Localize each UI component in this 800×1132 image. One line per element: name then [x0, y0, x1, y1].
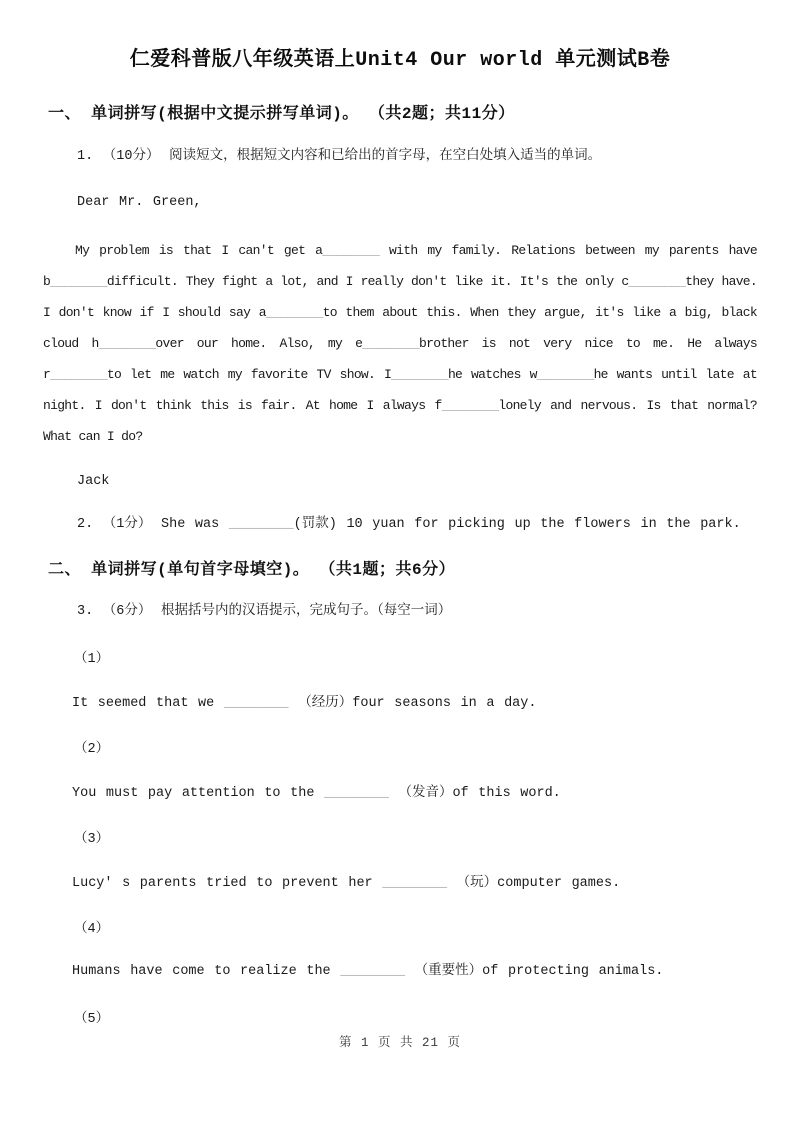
- passage-line: What can I do?: [43, 429, 143, 444]
- sub-item-marker: （5）: [74, 1012, 110, 1027]
- question-1-stem: 1. （10分） 阅读短文，根据短文内容和已给出的首字母，在空白处填入适当的单词。: [77, 149, 602, 164]
- passage-line: cloud h________over our home. Also, my e________brother is not very nice to me. He always: [43, 336, 757, 351]
- letter-signature: Jack: [77, 474, 110, 489]
- passage-line: I don't know if I should say a________to them about this. When they argue, it's like a big, black: [43, 305, 757, 320]
- sub-item-sentence: It seemed that we ________ （经历）four seasons in a day.: [72, 696, 537, 711]
- page-footer: 第 1 页 共 21 页: [338, 1036, 461, 1050]
- sub-item-marker: （1）: [74, 652, 110, 667]
- sub-item-marker: （2）: [74, 742, 110, 757]
- doc-title: 仁爱科普版八年级英语上Unit4 Our world 单元测试B卷: [129, 49, 671, 72]
- sub-item-sentence: Humans have come to realize the ________ （重要性）of protecting animals.: [72, 964, 664, 979]
- passage-line: night. I don't think this is fair. At home I always f________lonely and nervous. Is that normal?: [43, 398, 758, 413]
- passage-line: My problem is that I can't get a________ with my family. Relations between my parents have: [75, 243, 757, 258]
- section-1-heading: 一、 单词拼写(根据中文提示拼写单词)。 （共2题；共11分）: [48, 105, 515, 123]
- passage-line: b________difficult. They fight a lot, and I really don't like it. It's the only c________they have.: [43, 274, 757, 289]
- passage-line: r________to let me watch my favorite TV show. I________he watches w________he wants until late at: [43, 367, 757, 382]
- sub-item-sentence: You must pay attention to the ________ （发音）of this word.: [72, 786, 561, 801]
- sub-item-marker: （3）: [74, 832, 110, 847]
- sub-item-sentence: Lucy' s parents tried to prevent her ________ （玩）computer games.: [72, 876, 621, 891]
- question-2-stem: 2. （1分） She was ________(罚款) 10 yuan for picking up the flowers in the park.: [77, 517, 741, 532]
- letter-salutation: Dear Mr. Green,: [77, 195, 202, 210]
- sub-item-marker: （4）: [74, 922, 110, 937]
- question-3-stem: 3. （6分） 根据括号内的汉语提示，完成句子。（每空一词）: [77, 604, 452, 619]
- section-2-heading: 二、 单词拼写(单句首字母填空)。 （共1题；共6分）: [48, 561, 456, 579]
